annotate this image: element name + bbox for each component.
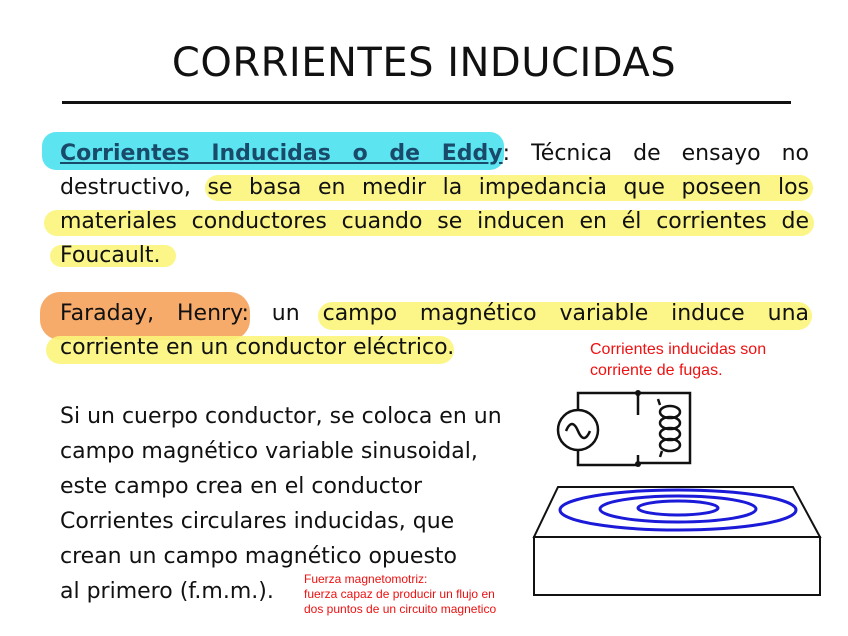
definition-line4: Foucault. bbox=[60, 243, 161, 268]
circuit-diagram bbox=[550, 385, 710, 475]
faraday-line2: corriente en un conductor eléctrico. bbox=[60, 335, 455, 360]
explanation-line: Corrientes circulares inducidas, que bbox=[60, 509, 455, 534]
definition-line2-highlight: se basa en medir la impedancia que poseen los bbox=[207, 175, 809, 200]
explanation-line: Si un cuerpo conductor, se coloca en un bbox=[60, 404, 502, 429]
eddy-term: Corrientes Inducidas o de Eddy bbox=[60, 141, 503, 166]
definition-line3: materiales conductores cuando se inducen en él corrientes de bbox=[60, 209, 809, 234]
explanation-line: crean un campo magnético opuesto bbox=[60, 544, 458, 569]
fmm-note-line: Fuerza magnetomotriz: bbox=[304, 572, 428, 586]
definition-line1: : Técnica de ensayo no bbox=[502, 141, 809, 166]
coil-icon bbox=[660, 406, 680, 451]
explanation-line: este campo crea en el conductor bbox=[60, 474, 422, 499]
leakage-note-line: Corrientes inducidas son bbox=[590, 341, 767, 358]
definition-line2-start: destructivo, bbox=[60, 175, 208, 200]
conductor-plate-icon bbox=[528, 482, 828, 602]
slide-title: CORRIENTES INDUCIDAS bbox=[171, 40, 677, 86]
fmm-note-line: dos puntos de un circuito magnetico bbox=[304, 602, 497, 616]
faraday-name: Faraday, Henry: bbox=[60, 301, 249, 326]
fmm-note-line: fuerza capaz de producir un flujo en bbox=[304, 587, 495, 601]
faraday-line1-highlight: campo magnético variable induce una bbox=[322, 301, 809, 326]
leakage-note bbox=[590, 339, 766, 381]
explanation-line: al primero (f.m.m.). bbox=[60, 579, 274, 604]
explanation-line: campo magnético variable sinusoidal, bbox=[60, 439, 478, 464]
faraday-line1-connector: un bbox=[248, 301, 323, 326]
title-underline bbox=[62, 101, 791, 104]
definition-paragraph bbox=[60, 137, 809, 273]
leakage-note-line: corriente de fugas. bbox=[590, 362, 723, 379]
fmm-note bbox=[304, 572, 496, 617]
